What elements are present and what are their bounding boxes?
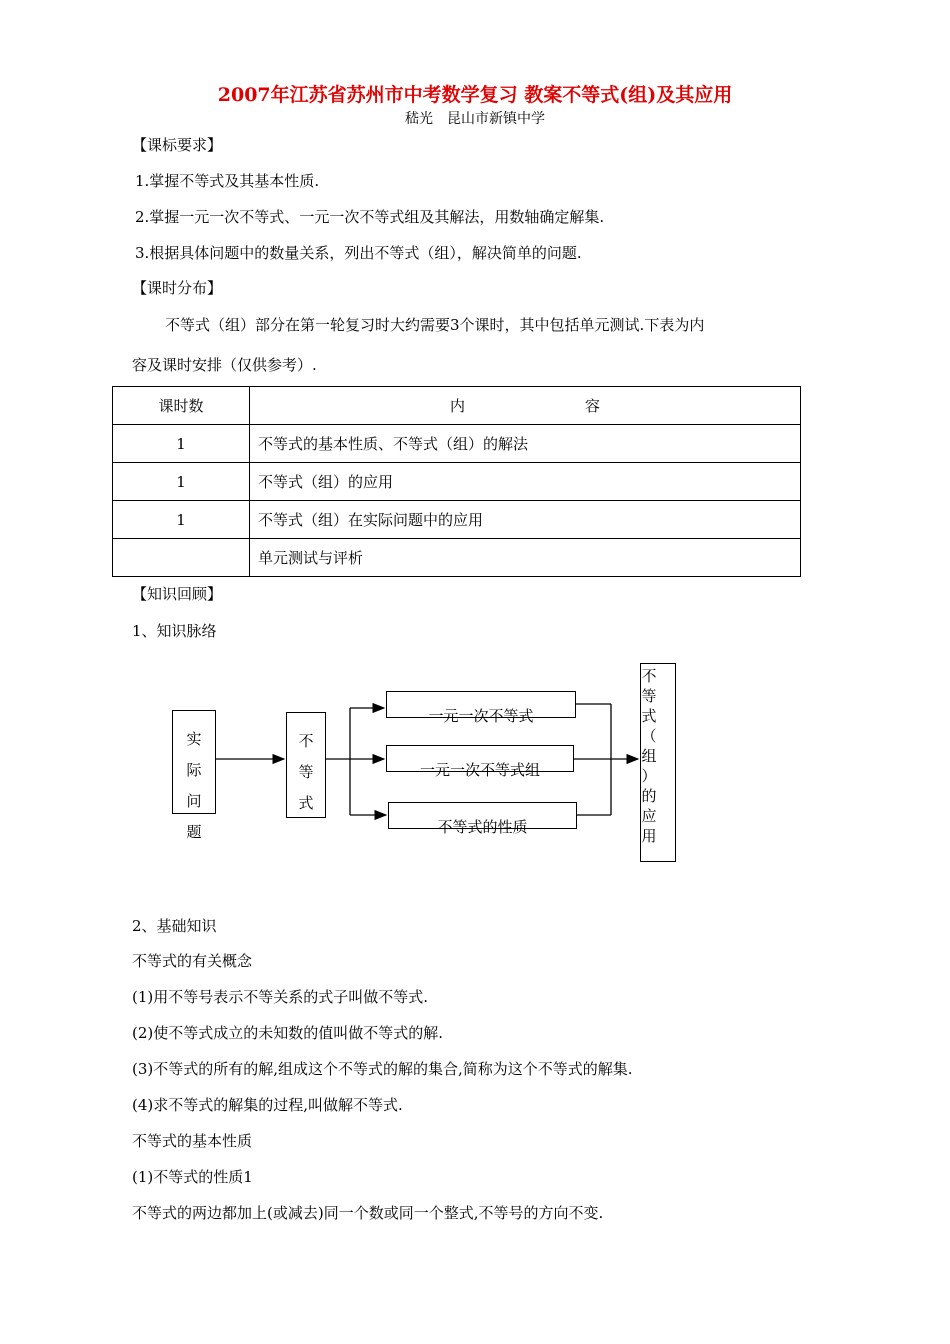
schedule-paragraph-line1: 不等式（组）部分在第一轮复习时大约需要3个课时，其中包括单元测试.下表为内 <box>165 316 705 334</box>
char: 问 <box>186 792 202 810</box>
section-heading-review: 【知识回顾】 <box>132 585 223 603</box>
table-header-content-b: 容 <box>585 397 601 415</box>
table-cell-count: 1 <box>113 463 250 501</box>
author-line: 嵇光 昆山市新镇中学 <box>405 111 545 127</box>
concept-item: (4)求不等式的解集的过程,叫做解不等式. <box>132 1096 403 1114</box>
char: 式 <box>298 794 314 812</box>
subheading-basic-knowledge: 2、基础知识 <box>132 917 217 935</box>
table-cell-content: 不等式（组）的应用 <box>250 463 801 501</box>
property-heading: 不等式的基本性质 <box>132 1132 253 1150</box>
char: 用 <box>641 827 657 845</box>
diagram-label-branch2: 一元一次不等式组 <box>419 761 540 779</box>
char: 应 <box>641 807 657 825</box>
table-cell-content: 不等式的基本性质、不等式（组）的解法 <box>250 425 801 463</box>
diagram-label-branch3: 不等式的性质 <box>437 818 528 836</box>
char: 实 <box>186 730 202 748</box>
concept-item: (3)不等式的所有的解,组成这个不等式的解的集合,简称为这个不等式的解集. <box>132 1060 633 1078</box>
concept-heading: 不等式的有关概念 <box>132 952 253 970</box>
char: ） <box>641 767 657 785</box>
document-title: 2007年江苏省苏州市中考数学复习 教案不等式(组)及其应用 <box>217 84 733 106</box>
concept-item: (1)用不等号表示不等关系的式子叫做不等式. <box>132 988 429 1006</box>
subheading-knowledge-map: 1、知识脉络 <box>132 622 217 640</box>
char: （ <box>641 727 657 745</box>
requirement-item: 2.掌握一元一次不等式、一元一次不等式组及其解法，用数轴确定解集. <box>135 208 605 226</box>
table-header-content-a: 内 <box>449 397 465 415</box>
table-cell-content: 单元测试与评析 <box>250 539 801 577</box>
char: 组 <box>641 747 657 765</box>
requirement-item: 3.根据具体问题中的数量关系，列出不等式（组），解决简单的问题. <box>135 244 582 262</box>
requirement-item: 1.掌握不等式及其基本性质. <box>135 172 320 190</box>
char: 不 <box>298 732 314 750</box>
diagram-label-branch1: 一元一次不等式 <box>428 707 534 725</box>
table-cell-count: 1 <box>113 425 250 463</box>
char: 题 <box>186 823 202 841</box>
diagram-label-application <box>633 666 665 846</box>
section-heading-requirements: 【课标要求】 <box>132 136 223 154</box>
table-cell-count: 1 <box>113 501 250 539</box>
char: 际 <box>186 761 202 779</box>
char: 等 <box>641 687 657 705</box>
char: 不 <box>641 667 657 685</box>
table-header-count: 课时数 <box>113 387 250 425</box>
table-cell-content: 不等式（组）在实际问题中的应用 <box>250 501 801 539</box>
char: 的 <box>641 787 657 805</box>
section-heading-schedule: 【课时分布】 <box>132 279 223 297</box>
schedule-paragraph-line2: 容及课时安排（仅供参考）. <box>132 356 317 374</box>
diagram-label-inequality <box>286 726 326 819</box>
property1-title: (1)不等式的性质1 <box>132 1168 253 1186</box>
property1-text: 不等式的两边都加上(或减去)同一个数或同一个整式,不等号的方向不变. <box>132 1204 604 1222</box>
diagram-label-real-problem <box>172 724 216 848</box>
char: 等 <box>298 763 314 781</box>
concept-item: (2)使不等式成立的未知数的值叫做不等式的解. <box>132 1024 444 1042</box>
char: 式 <box>641 707 657 725</box>
